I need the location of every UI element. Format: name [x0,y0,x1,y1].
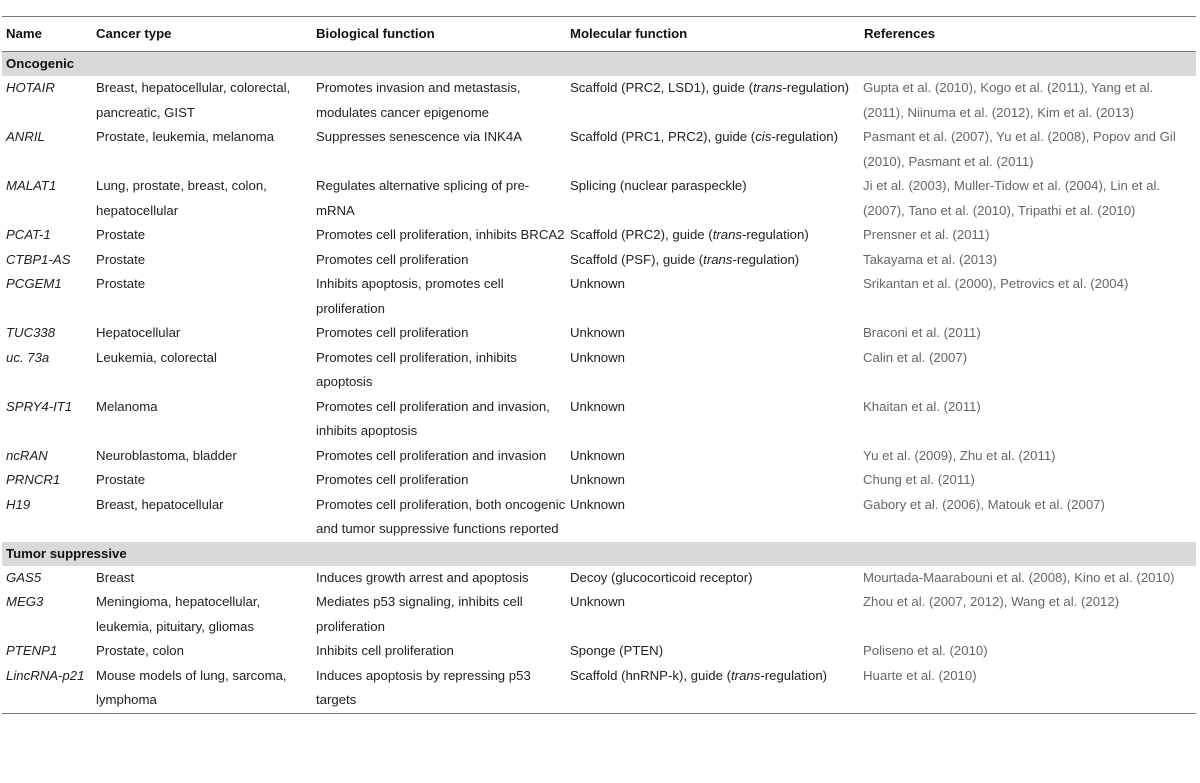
cell-cancer-type: Breast, hepatocellular, colorectal, pancreatic, GIST [96,80,291,120]
cell-molecular-function [566,639,860,664]
table-row [2,223,1196,248]
cell-references: Huarte et al. (2010) [863,667,977,683]
cell-name: LincRNA-p21 [6,667,85,683]
cell-biological-function: Inhibits apoptosis, promotes cell proliferation [316,276,504,316]
cell-biological-function: Promotes cell proliferation [316,325,469,340]
header-biological-function: Biological function [316,25,435,41]
table-row [2,566,1196,591]
table-row [2,664,1196,714]
cell-biological-function: Suppresses senescence via INK4A [316,129,522,144]
molecular-function-italic-part: trans [753,80,783,95]
cell-biological-function: Promotes cell proliferation [316,472,469,487]
cell-molecular-function [566,272,860,321]
molecular-function-part: Unknown [570,398,625,414]
table-row [2,468,1196,493]
molecular-function-part: Unknown [570,325,625,340]
cell-references: Calin et al. (2007) [863,349,968,365]
cell-references: Poliseno et al. (2010) [863,643,988,658]
table-row [2,174,1196,223]
cell-name: MEG3 [6,594,44,609]
cell-references: Chung et al. (2011) [863,472,975,487]
cell-cancer-type: Prostate, leukemia, melanoma [96,129,275,144]
section-title: Oncogenic [2,52,1196,77]
cell-cancer-type: Neuroblastoma, bladder [96,447,237,463]
cell-references: Khaitan et al. (2011) [863,398,981,414]
cell-name: ANRIL [6,129,45,144]
molecular-function-part: -regulation) [760,667,828,683]
cell-biological-function: Promotes cell proliferation, both oncogenic and tumor suppressive functions reported [316,496,566,536]
cell-biological-function: Promotes invasion and metastasis, modulates cancer epigenome [316,80,521,120]
section-header-row [2,52,1196,77]
cell-references: Yu et al. (2009), Zhu et al. (2011) [863,447,1056,463]
cell-name: CTBP1-AS [6,251,71,267]
molecular-function-italic-part: cis [755,129,772,144]
cell-molecular-function [566,395,860,444]
cell-cancer-type: Prostate, colon [96,643,184,658]
cell-references: Takayama et al. (2013) [863,251,998,267]
cell-references: Braconi et al. (2011) [863,325,981,340]
molecular-function-part: -regulation) [771,129,839,144]
cell-references: Zhou et al. (2007, 2012), Wang et al. (2012) [863,594,1120,609]
header-molecular-function: Molecular function [570,25,688,41]
cell-biological-function: Promotes cell proliferation and invasion [316,447,547,463]
cell-cancer-type: Melanoma [96,398,158,414]
cell-cancer-type: Breast [96,569,135,585]
cell-references: Srikantan et al. (2000), Petrovics et al. (2004) [863,276,1129,291]
cell-references: Gupta et al. (2010), Kogo et al. (2011), Yang et al. (2011), Niinuma et al. (2012), Kim et al. (2013) [863,80,1154,120]
cell-biological-function: Inhibits cell proliferation [316,643,454,658]
table-row [2,321,1196,346]
section-header-row [2,542,1196,566]
table-body [2,52,1196,714]
cell-cancer-type: Prostate [96,251,146,267]
cell-name: MALAT1 [6,178,57,193]
cell-name: PRNCR1 [6,472,61,487]
cell-name: GAS5 [6,569,42,585]
table-header [2,17,1196,52]
cell-cancer-type: Prostate [96,227,146,242]
cell-cancer-type: Prostate [96,472,146,487]
cell-molecular-function [566,493,860,542]
molecular-function-part: Scaffold (PSF), guide ( [570,251,704,267]
lncrna-cancer-table [2,16,1196,714]
molecular-function-part: Scaffold (PRC2, LSD1), guide ( [570,80,754,95]
cell-name: uc. 73a [6,349,50,365]
cell-molecular-function [566,566,860,591]
table-row [2,493,1196,542]
table-row [2,639,1196,664]
header-cancer-type: Cancer type [96,25,172,41]
molecular-function-part: Unknown [570,447,625,463]
molecular-function-part: -regulation) [742,227,809,242]
molecular-function-part: -regulation) [732,251,800,267]
cell-name: HOTAIR [6,80,55,95]
cell-references: Mourtada-Maarabouni et al. (2008), Kino et al. (2010) [863,569,1175,585]
cell-molecular-function [566,590,860,639]
cell-molecular-function [566,125,860,174]
cell-cancer-type: Breast, hepatocellular [96,496,224,512]
table-row [2,346,1196,395]
cell-name: PCGEM1 [6,276,62,291]
cell-references: Prensner et al. (2011) [863,227,990,242]
cell-biological-function: Promotes cell proliferation, inhibits BRCA2 [316,227,565,242]
cell-molecular-function [566,248,860,273]
molecular-function-italic-part: trans [712,227,743,242]
cell-cancer-type: Leukemia, colorectal [96,349,217,365]
molecular-function-part: Unknown [570,276,625,291]
molecular-function-part: Unknown [570,496,625,512]
molecular-function-part: Scaffold (PRC2), guide ( [570,227,713,242]
cell-name: PTENP1 [6,643,58,658]
cell-biological-function: Mediates p53 signaling, inhibits cell proliferation [316,594,523,634]
cell-molecular-function [566,76,860,125]
molecular-function-part: Sponge (PTEN) [570,643,664,658]
cell-molecular-function [566,223,860,248]
molecular-function-part: Unknown [570,349,625,365]
cell-molecular-function [566,468,860,493]
cell-molecular-function [566,346,860,395]
cell-molecular-function [566,321,860,346]
molecular-function-italic-part: trans [731,667,761,683]
cell-cancer-type: Prostate [96,276,146,291]
header-references: References [864,25,936,41]
molecular-function-part: Decoy (glucocorticoid receptor) [570,569,753,585]
cell-biological-function: Induces growth arrest and apoptosis [316,569,529,585]
cell-name: PCAT-1 [6,227,51,242]
cell-name: ncRAN [6,447,48,463]
table-row [2,395,1196,444]
molecular-function-part: Unknown [570,472,625,487]
cell-references: Pasmant et al. (2007), Yu et al. (2008), Popov and Gil (2010), Pasmant et al. (2011) [863,129,1176,169]
molecular-function-italic-part: trans [703,251,733,267]
table-row [2,248,1196,273]
header-name: Name [6,25,42,41]
cell-references: Gabory et al. (2006), Matouk et al. (2007) [863,496,1105,512]
cell-biological-function: Promotes cell proliferation [316,251,469,267]
cell-references: Ji et al. (2003), Muller-Tidow et al. (2004), Lin et al. (2007), Tano et al. (2010), Tripathi et al. (2010) [863,178,1161,218]
cell-biological-function: Promotes cell proliferation and invasion, inhibits apoptosis [316,398,550,438]
table-row [2,272,1196,321]
molecular-function-part: Scaffold (hnRNP-k), guide ( [570,667,732,683]
cell-molecular-function [566,444,860,469]
cell-name: SPRY4-IT1 [6,398,73,414]
header-row [2,17,1196,52]
cell-cancer-type: Hepatocellular [96,325,181,340]
cell-cancer-type: Mouse models of lung, sarcoma, lymphoma [96,667,287,707]
cell-biological-function: Promotes cell proliferation, inhibits apoptosis [316,349,517,389]
cell-cancer-type: Meningioma, hepatocellular, leukemia, pituitary, gliomas [96,594,261,634]
table-row [2,590,1196,639]
cell-molecular-function [566,664,860,714]
table-row [2,76,1196,125]
cell-cancer-type: Lung, prostate, breast, colon, hepatocellular [96,178,267,218]
molecular-function-part: -regulation) [782,80,850,95]
molecular-function-part: Scaffold (PRC1, PRC2), guide ( [570,129,756,144]
molecular-function-part: Splicing (nuclear paraspeckle) [570,178,747,193]
cell-biological-function: Regulates alternative splicing of pre-mRNA [316,178,530,218]
table-row [2,444,1196,469]
cell-molecular-function [566,174,860,223]
table-row [2,125,1196,174]
cell-biological-function: Induces apoptosis by repressing p53 targets [316,667,531,707]
section-title: Tumor suppressive [2,542,1196,566]
cell-name: TUC338 [6,325,56,340]
molecular-function-part: Unknown [570,594,625,609]
cell-name: H19 [6,496,31,512]
